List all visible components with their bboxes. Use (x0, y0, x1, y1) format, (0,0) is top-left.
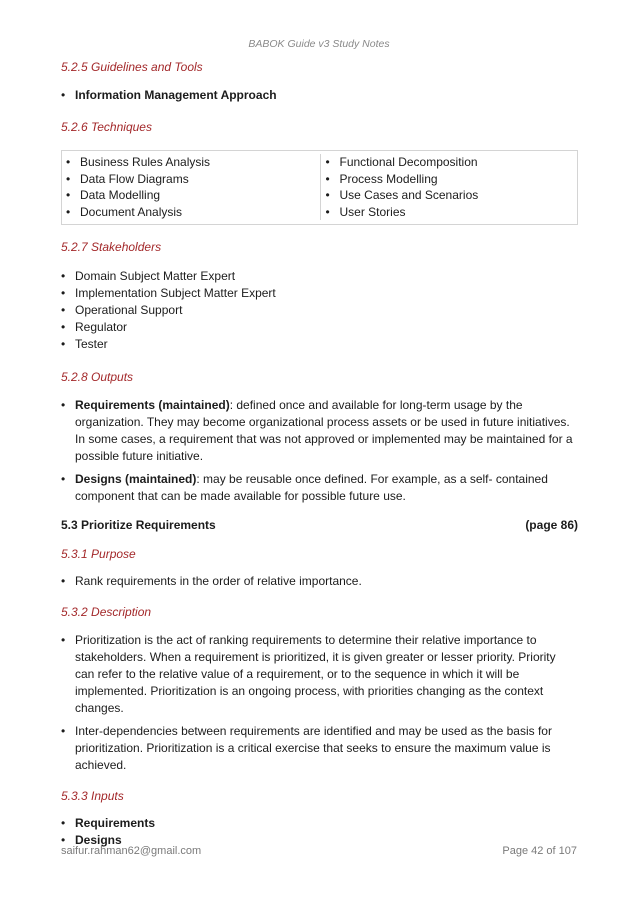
list-item: • Information Management Approach (61, 87, 578, 104)
list-item: • Tester (61, 336, 578, 353)
list-item: • Requirements (61, 815, 578, 832)
outputs-list (61, 397, 578, 505)
running-header: BABOK Guide v3 Study Notes (248, 38, 390, 50)
section-heading-outputs: 5.2.8 Outputs (61, 370, 134, 384)
section-heading-purpose: 5.3.1 Purpose (61, 547, 136, 561)
section-heading-inputs: 5.3.3 Inputs (61, 789, 124, 803)
page-reference: (page 86) (525, 518, 578, 532)
section-title: 5.3 Prioritize Requirements (61, 518, 216, 532)
technique-item: • Process Modelling (326, 171, 578, 188)
guidelines-list (61, 87, 578, 104)
list-item: • Designs (61, 832, 578, 849)
section-heading-prioritize-requirements (61, 516, 578, 534)
technique-item: • Functional Decomposition (326, 154, 578, 171)
section-heading-description: 5.3.2 Description (61, 605, 152, 619)
description-list (61, 632, 578, 774)
technique-item: • Use Cases and Scenarios (326, 187, 578, 204)
techniques-column-right (320, 154, 578, 220)
techniques-table (61, 150, 578, 225)
list-item: • Implementation Subject Matter Expert (61, 285, 578, 302)
technique-item: • Business Rules Analysis (66, 154, 320, 171)
list-item: • Domain Subject Matter Expert (61, 268, 578, 285)
list-item: • Regulator (61, 319, 578, 336)
list-item: • Inter-dependencies between requirements are identified and may be used as the basis for prioritization. Prioritization is a critical exercise that seeks to ensure the maximum value is achieved. (61, 723, 578, 774)
section-heading-techniques: 5.2.6 Techniques (61, 120, 152, 134)
section-heading-stakeholders: 5.2.7 Stakeholders (61, 240, 162, 254)
technique-item: • User Stories (326, 204, 578, 221)
technique-item: • Data Modelling (66, 187, 320, 204)
technique-item: • Data Flow Diagrams (66, 171, 320, 188)
inputs-list (61, 815, 578, 849)
footer-page-number: Page 42 of 107 (502, 845, 577, 857)
footer-email: saifur.rahman62@gmail.com (61, 845, 202, 857)
techniques-column-left (62, 154, 320, 220)
list-item: • Designs (maintained): may be reusable once defined. For example, as a self- contained component that can be made available for possible future use. (61, 471, 578, 505)
list-item: • Requirements (maintained): defined once and available for long-term usage by the organization. They may become organizational process assets or be used in future initiatives. In some cases, a requirement that was not approved or implemented may be maintained for a possible future initiative. (61, 397, 578, 465)
technique-item: • Document Analysis (66, 204, 320, 221)
list-item: • Rank requirements in the order of relative importance. (61, 573, 578, 590)
page-content (61, 58, 578, 849)
purpose-list (61, 573, 578, 590)
list-item: • Operational Support (61, 302, 578, 319)
stakeholders-list (61, 268, 578, 353)
list-item: • Prioritization is the act of ranking requirements to determine their relative importance to stakeholders. When a requirement is prioritized, it is given greater or lesser priority. Priority can refer to the relative value of a requirement, or to the sequence in which it will be implemented. Prioritization is an ongoing process, with priorities changing as the context changes. (61, 632, 578, 717)
section-heading-guidelines-tools: 5.2.5 Guidelines and Tools (61, 60, 203, 74)
